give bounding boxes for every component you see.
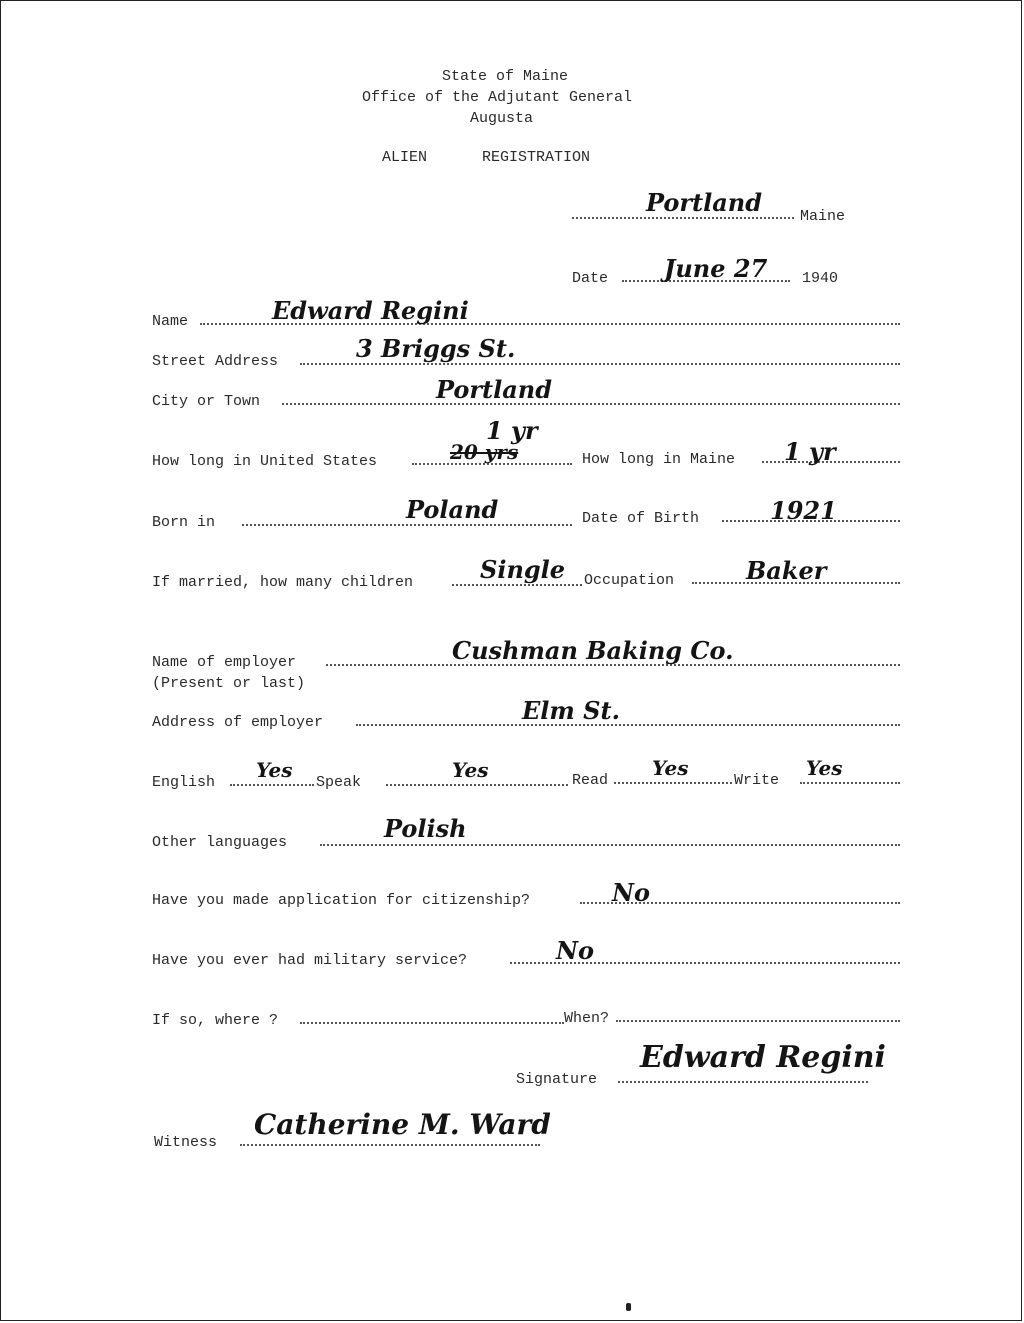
name-label: Name: [152, 313, 189, 330]
place-value: Portland: [646, 188, 763, 217]
form-title-registration: REGISTRATION: [482, 149, 591, 166]
employer-address-value: Elm St.: [522, 696, 620, 725]
witness-line: [240, 1144, 540, 1146]
other-languages-line: [320, 844, 900, 846]
date-value: June 27: [664, 254, 768, 283]
employer-value: Cushman Baking Co.: [452, 636, 734, 665]
other-languages-value: Polish: [384, 814, 467, 843]
street-value: 3 Briggs St.: [356, 334, 516, 363]
employer-address-label: Address of employer: [152, 714, 324, 731]
city-label: City or Town: [152, 393, 261, 410]
maine-label: How long in Maine: [582, 451, 736, 468]
date-label: Date: [572, 270, 609, 287]
us-label: How long in United States: [152, 453, 378, 470]
scan-mark: [626, 1303, 631, 1311]
where-line: [300, 1022, 564, 1024]
form-title-alien: ALIEN: [382, 149, 428, 166]
employer-sublabel: (Present or last): [152, 675, 306, 692]
born-value: Poland: [406, 495, 499, 524]
other-languages-label: Other languages: [152, 834, 288, 851]
city-line: [282, 403, 900, 405]
place-suffix: Maine: [800, 208, 846, 225]
date-year: 1940: [802, 270, 839, 287]
write-label: Write: [734, 772, 780, 789]
citizenship-value: No: [612, 878, 650, 907]
write-line: [800, 782, 900, 784]
children-value: Single: [480, 555, 566, 584]
born-label: Born in: [152, 514, 216, 531]
us-value: 1 yr: [486, 416, 538, 445]
citizenship-label: Have you made application for citizenship?: [152, 892, 531, 909]
english-value: Yes: [256, 758, 293, 782]
born-line: [242, 524, 572, 526]
city-value: Portland: [436, 375, 553, 404]
maine-value: 1 yr: [784, 437, 836, 466]
speak-label: Speak: [316, 774, 362, 791]
military-label: Have you ever had military service?: [152, 952, 468, 969]
signature-value: Edward Regini: [640, 1040, 886, 1075]
witness-label: Witness: [154, 1134, 218, 1151]
dob-value: 1921: [770, 496, 837, 525]
witness-value: Catherine M. Ward: [254, 1108, 551, 1141]
occupation-value: Baker: [746, 556, 827, 585]
children-label: If married, how many children: [152, 574, 414, 591]
children-line: [452, 584, 582, 586]
us-struck-value: 20 yrs: [450, 440, 519, 464]
header-city: Augusta: [470, 110, 534, 127]
employer-address-line: [356, 724, 900, 726]
signature-line: [618, 1081, 868, 1083]
where-label: If so, where ?: [152, 1012, 279, 1029]
header-office: Office of the Adjutant General: [362, 89, 633, 106]
read-line: [614, 782, 732, 784]
signature-label: Signature: [516, 1071, 598, 1088]
when-label: When?: [564, 1010, 610, 1027]
occupation-label: Occupation: [584, 572, 675, 589]
military-value: No: [556, 936, 594, 965]
read-value: Yes: [652, 756, 689, 780]
read-label: Read: [572, 772, 609, 789]
street-label: Street Address: [152, 353, 279, 370]
name-value: Edward Regini: [272, 296, 469, 325]
english-label: English: [152, 774, 216, 791]
place-line: [572, 217, 794, 219]
write-value: Yes: [806, 756, 843, 780]
when-line: [616, 1020, 900, 1022]
dob-label: Date of Birth: [582, 510, 700, 527]
employer-label: Name of employer: [152, 654, 297, 671]
header-state: State of Maine: [442, 68, 569, 85]
speak-line: [386, 784, 568, 786]
speak-value: Yes: [452, 758, 489, 782]
english-line: [230, 784, 314, 786]
street-line: [300, 363, 900, 365]
